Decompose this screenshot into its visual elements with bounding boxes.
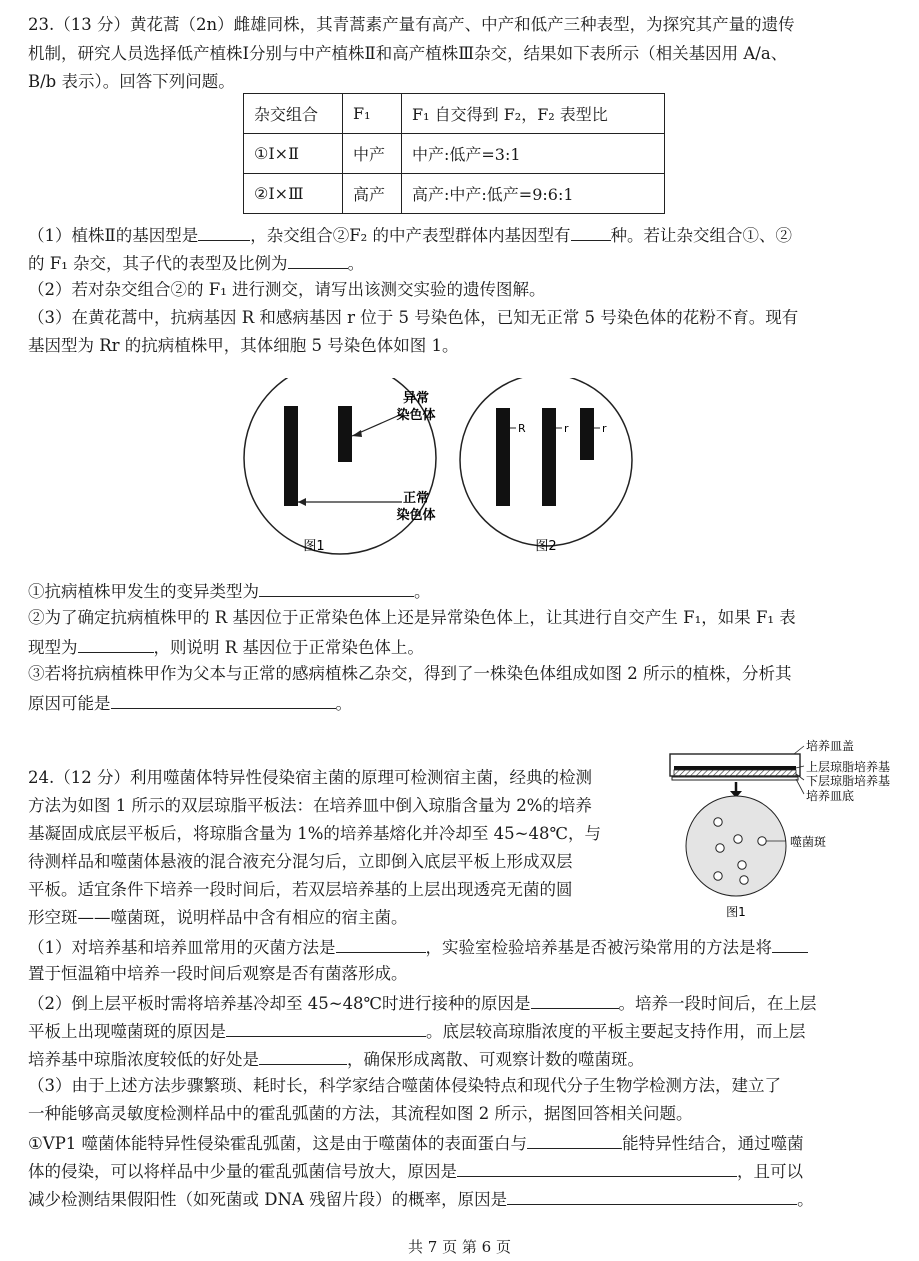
label-normal-line-2: 染色体 xyxy=(396,508,436,523)
chromosome-r-normal xyxy=(542,408,556,506)
label-lower-agar: 下层琼脂培养基 xyxy=(806,774,891,788)
q24-part1-text-a: （1）对培养基和培养皿常用的灭菌方法是 xyxy=(28,938,336,957)
table-row xyxy=(244,174,665,214)
q24-part2-text-c: 平板上出现噬菌斑的原因是 xyxy=(28,1022,226,1041)
q24-part1-line-2: 置于恒温箱中培养一段时间后观察是否有菌落形成。 xyxy=(28,964,408,983)
q24-intro-line-2: 方法为如图 1 所示的双层琼脂平板法：在培养皿中倒入琼脂含量为 2%的培养 xyxy=(28,796,592,815)
label-bottom: 培养皿底 xyxy=(806,789,855,803)
q24-part1-text-b: ，实验室检验培养基是否被污染常用的方法是将 xyxy=(425,938,772,957)
q24-part2-line-3 xyxy=(28,1048,644,1070)
petri-dish-bottom xyxy=(672,777,798,780)
answer-blank-receptor[interactable] xyxy=(527,1132,622,1149)
answer-blank-offspring-ratio[interactable] xyxy=(288,252,348,269)
lower-agar-layer xyxy=(674,770,796,777)
cross-results-table xyxy=(243,93,665,214)
q24-intro-line-6: 形空斑——噬菌斑，说明样品中含有相应的宿主菌。 xyxy=(28,908,408,927)
chromosome-figures xyxy=(230,378,650,558)
q24-sub1-text-e: 减少检测结果假阳性（如死菌或 DNA 残留片段）的概率，原因是 xyxy=(28,1190,508,1209)
q23-sub1 xyxy=(28,580,431,602)
table-header-row xyxy=(244,94,665,134)
q23-part2: （2）若对杂交组合②的 F₁ 进行测交，请写出该测交实验的遗传图解。 xyxy=(28,280,546,299)
q24-part1-line-1 xyxy=(28,936,808,958)
q23-intro-line-3: B/b 表示）。回答下列问题。 xyxy=(28,72,235,91)
double-layer-plate-figure xyxy=(660,738,915,922)
gene-label-r: r xyxy=(602,422,607,435)
plaque-spot xyxy=(734,835,742,843)
caption-fig2: 图2 xyxy=(535,539,557,554)
q23-intro-line-2: 机制，研究人员选择低产植株Ⅰ分别与中产植株Ⅱ和高产植株Ⅲ杂交，结果如下表所示（相关基因用 A/a、 xyxy=(28,44,788,63)
q24-part3-line-1: （3）由于上述方法步骤繁琐、耗时长，科学家结合噬菌体侵染特点和现代分子生物学检测方法，建立了 xyxy=(28,1076,781,1095)
q24-part2-line-1 xyxy=(28,992,817,1014)
table-cell: 高产:中产:低产=9:6:1 xyxy=(402,174,665,214)
answer-blank-genotype[interactable] xyxy=(198,224,250,241)
table-header-cell: F₁ 自交得到 F₂，F₂ 表型比 xyxy=(402,94,665,134)
label-plaque: 噬菌斑 xyxy=(790,835,827,849)
label-lid: 培养皿盖 xyxy=(806,739,855,753)
table-cell: 高产 xyxy=(343,174,402,214)
q23-part1-line-1 xyxy=(28,224,792,246)
q24-intro-line-5: 平板。适宜条件下培养一段时间后，若双层培养基的上层出现透亮无菌的圆 xyxy=(28,880,573,899)
answer-blank-cooling-reason[interactable] xyxy=(531,992,619,1009)
caption-plate-fig1: 图1 xyxy=(726,905,746,919)
page-footer: 共 7 页 第 6 页 xyxy=(408,1238,511,1256)
answer-blank-phenotype[interactable] xyxy=(78,636,154,653)
q24-sub1-text-c: 体的侵染，可以将样品中少量的霍乱弧菌信号放大，原因是 xyxy=(28,1162,457,1181)
chromosome-r-abnormal xyxy=(580,408,594,460)
q24-part2-line-2 xyxy=(28,1020,806,1042)
q23-sub3-line-2 xyxy=(28,692,352,714)
q24-part2-text-a: （2）倒上层平板时需将培养基冷却至 45~48℃时进行接种的原因是 xyxy=(28,994,531,1013)
table-header-cell: 杂交组合 xyxy=(244,94,343,134)
q24-part3-line-2: 一种能够高灵敏度检测样品中的霍乱弧菌的方法，其流程如图 2 所示，据图回答相关问题。 xyxy=(28,1104,693,1123)
label-abnormal-line-2: 染色体 xyxy=(396,408,436,423)
q23-intro-line-1: 23.（13 分）黄花蒿（2n）雌雄同株，其青蒿素产量有高产、中产和低产三种表型，为探究其产量的遗传 xyxy=(28,15,795,34)
q23-sub2-line-2 xyxy=(28,636,424,658)
q24-sub1-text-a: ①VP1 噬菌体能特异性侵染霍乱弧菌，这是由于噬菌体的表面蛋白与 xyxy=(28,1134,528,1153)
q24-intro-line-4: 待测样品和噬菌体悬液的混合液充分混匀后，立即倒入底层平板上形成双层 xyxy=(28,852,573,871)
q24-part2-text-f: ，确保形成离散、可观察计数的噬菌斑。 xyxy=(347,1050,644,1069)
q24-sub1-text-f: 。 xyxy=(797,1190,814,1209)
q23-part1-line-2 xyxy=(28,252,364,274)
abnormal-chromosome xyxy=(338,406,352,462)
pointer-line-bottom xyxy=(796,779,804,794)
answer-blank-false-positive-reason[interactable] xyxy=(507,1188,797,1205)
normal-chromosome xyxy=(284,406,298,506)
q24-intro-line-1: 24.（12 分）利用噬菌体特异性侵染宿主菌的原理可检测宿主菌，经典的检测 xyxy=(28,768,592,787)
table-cell: 中产:低产=3:1 xyxy=(402,134,665,174)
label-upper-agar: 上层琼脂培养基 xyxy=(806,760,891,774)
answer-blank-test-object[interactable] xyxy=(772,936,808,953)
q23-part1-text-d: 的 F₁ 杂交，其子代的表型及比例为 xyxy=(28,254,288,273)
q23-sub3-line-1: ③若将抗病植株甲作为父本与正常的感病植株乙杂交，得到了一株染色体组成如图 2 所示的植株，分析其 xyxy=(28,664,792,683)
plaque-spot xyxy=(716,844,724,852)
q23-part1-text-b: ，杂交组合②F₂ 的中产表型群体内基因型有 xyxy=(250,226,571,245)
q23-sub3-text-c: 。 xyxy=(335,694,352,713)
q23-part1-text-a: （1）植株Ⅱ的基因型是 xyxy=(28,226,199,245)
arrowhead-icon xyxy=(298,498,306,506)
answer-blank-low-agar-benefit[interactable] xyxy=(259,1048,347,1065)
q24-part2-text-d: 。底层较高琼脂浓度的平板主要起支持作用，而上层 xyxy=(426,1022,806,1041)
q23-sub2-line-1: ②为了确定抗病植株甲的 R 基因位于正常染色体上还是异常染色体上，让其进行自交产生 F₁，如果 F₁ 表 xyxy=(28,608,796,627)
q24-sub1-line-1 xyxy=(28,1132,804,1154)
q23-sub2-text-b: 现型为 xyxy=(28,638,78,657)
q23-part3-line-1: （3）在黄花蒿中，抗病基因 R 和感病基因 r 位于 5 号染色体，已知无正常 5 号染色体的花粉不育。现有 xyxy=(28,308,799,327)
q23-part1-text-e: 。 xyxy=(347,254,365,273)
gene-label-R: R xyxy=(518,422,526,435)
q24-sub1-line-2 xyxy=(28,1160,803,1182)
q24-sub1-text-b: 能特异性结合，通过噬菌 xyxy=(622,1134,804,1153)
arrowhead-icon xyxy=(352,430,362,437)
answer-blank-variation-type[interactable] xyxy=(259,580,414,597)
answer-blank-amplification-reason[interactable] xyxy=(457,1160,737,1177)
q24-part2-text-b: 。培养一段时间后，在上层 xyxy=(618,994,817,1013)
plate-top-view xyxy=(686,796,786,896)
plaque-spot xyxy=(758,837,766,845)
q24-sub1-line-3 xyxy=(28,1188,814,1210)
table-row xyxy=(244,134,665,174)
q23-sub3-text-b: 原因可能是 xyxy=(28,694,111,713)
q24-sub1-text-d: ，且可以 xyxy=(737,1162,803,1181)
q23-sub1-text-b: 。 xyxy=(414,582,431,601)
table-header-cell: F₁ xyxy=(343,94,402,134)
q23-sub2-text-c: ，则说明 R 基因位于正常染色体上。 xyxy=(153,638,424,657)
plaque-spot xyxy=(738,861,746,869)
plaque-spot xyxy=(740,876,748,884)
label-abnormal-line-1: 异常 xyxy=(402,391,430,406)
pointer-line-lid xyxy=(794,746,804,754)
caption-fig1: 图1 xyxy=(303,539,325,554)
answer-blank-sterilization[interactable] xyxy=(336,936,426,953)
q23-sub1-text-a: ①抗病植株甲发生的变异类型为 xyxy=(28,582,259,601)
table-cell: ①Ⅰ×Ⅱ xyxy=(244,134,343,174)
q24-intro-line-3: 基凝固成底层平板后，将琼脂含量为 1%的培养基熔化并冷却至 45~48℃，与 xyxy=(28,824,601,843)
table-cell: ②Ⅰ×Ⅲ xyxy=(244,174,343,214)
gene-label-r: r xyxy=(564,422,569,435)
q24-part2-text-e: 培养基中琼脂浓度较低的好处是 xyxy=(28,1050,259,1069)
label-normal-line-1: 正常 xyxy=(402,491,430,506)
q23-part1-text-c: 种。若让杂交组合①、② xyxy=(610,226,793,245)
answer-blank-plaque-reason[interactable] xyxy=(226,1020,426,1037)
answer-blank-genotype-count[interactable] xyxy=(571,224,611,241)
answer-blank-reason[interactable] xyxy=(111,692,336,709)
q23-part3-line-2: 基因型为 Rr 的抗病植株甲，其体细胞 5 号染色体如图 1。 xyxy=(28,336,459,355)
chromosome-R xyxy=(496,408,510,506)
plaque-spot xyxy=(714,872,722,880)
upper-agar-layer xyxy=(674,766,796,770)
table-cell: 中产 xyxy=(343,134,402,174)
plaque-spot xyxy=(714,818,722,826)
